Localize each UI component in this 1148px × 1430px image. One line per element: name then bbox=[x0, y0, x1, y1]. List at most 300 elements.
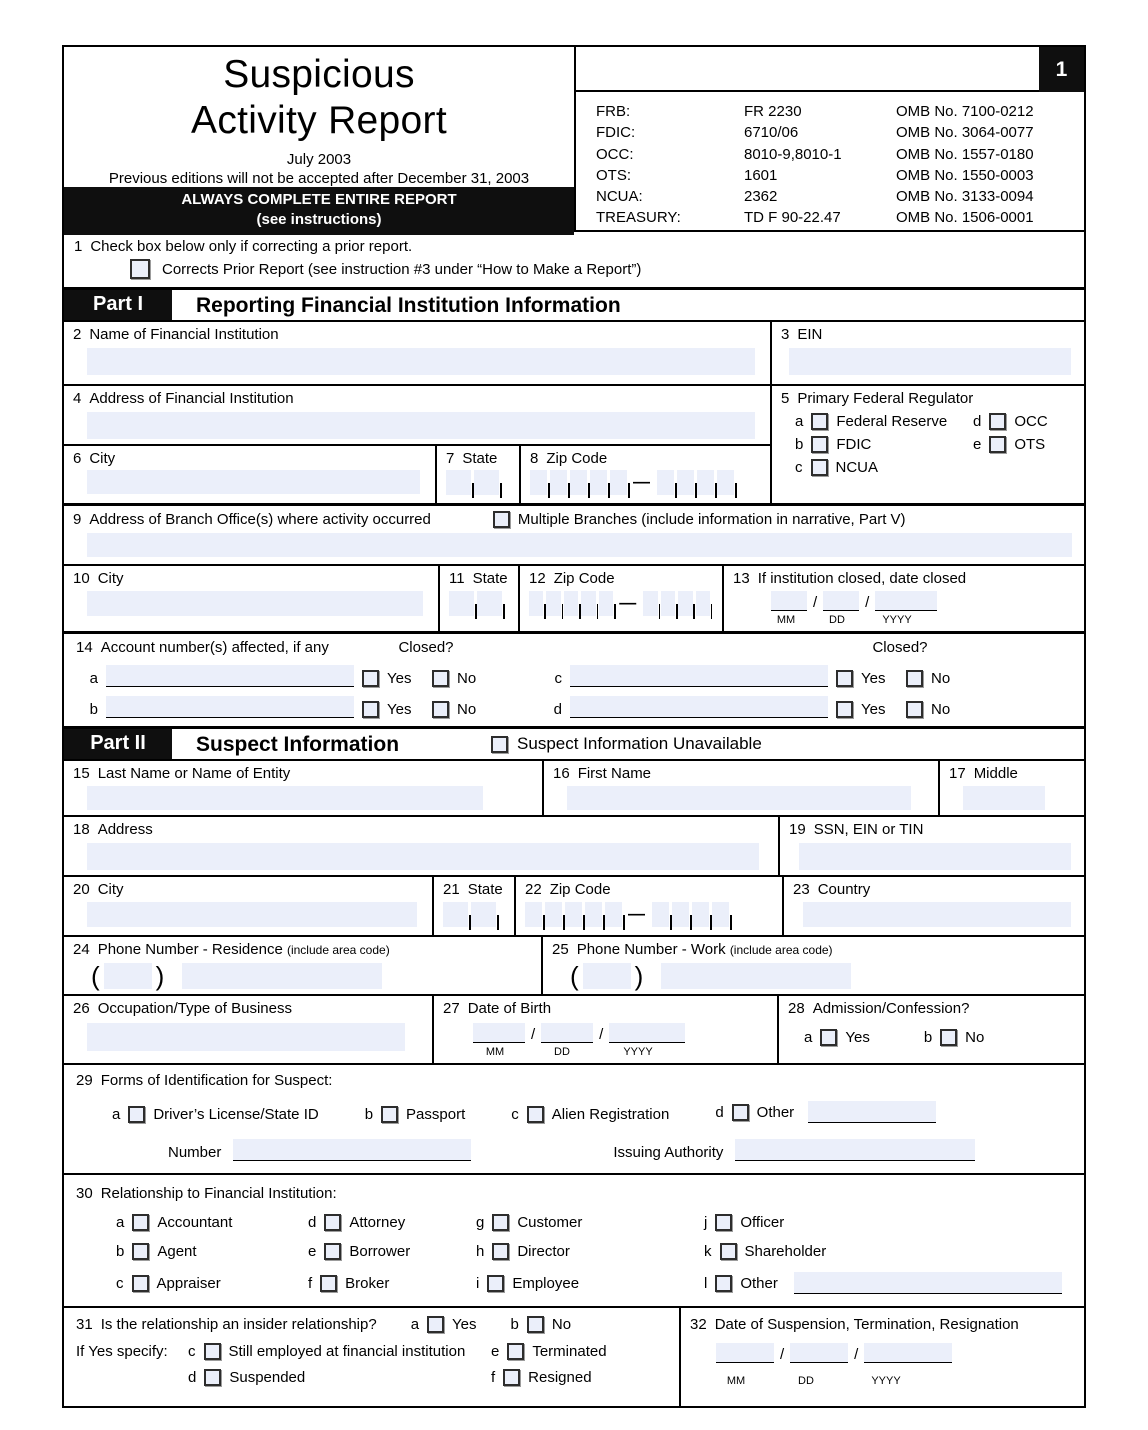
date-separator: / bbox=[599, 1026, 604, 1043]
zip-comb-cell[interactable] bbox=[590, 470, 607, 495]
insider-no-option bbox=[511, 1316, 572, 1333]
option-letter: a bbox=[410, 1316, 420, 1333]
relationship-employee-checkbox[interactable] bbox=[487, 1275, 504, 1292]
mm-label: MM bbox=[726, 1375, 746, 1387]
suspect-address-input[interactable] bbox=[87, 843, 759, 870]
account-b-closed-no-checkbox[interactable] bbox=[432, 701, 449, 718]
id-other-input[interactable] bbox=[808, 1101, 936, 1123]
regulator-ots-checkbox[interactable] bbox=[989, 436, 1006, 453]
insider-resigned-checkbox[interactable] bbox=[503, 1369, 520, 1386]
insider-suspended-checkbox[interactable] bbox=[204, 1369, 221, 1386]
field-2-name-of-institution bbox=[64, 322, 770, 384]
agency-omb-table bbox=[576, 92, 1084, 230]
option-letter: a bbox=[116, 1214, 125, 1231]
zip-comb-cell[interactable] bbox=[672, 902, 689, 927]
id-issuing-authority-label: Issuing Authority bbox=[613, 1144, 724, 1161]
option-letter: c bbox=[795, 459, 803, 476]
date-closed-field bbox=[771, 591, 1075, 611]
field-2-number: 2 bbox=[73, 326, 82, 343]
option-letter: i bbox=[476, 1274, 480, 1292]
relationship-shareholder-option bbox=[704, 1243, 1072, 1260]
option-label: Director bbox=[517, 1243, 570, 1260]
field-11-state bbox=[438, 566, 518, 631]
id-number-label: Number bbox=[168, 1144, 222, 1161]
regulator-fdic-checkbox[interactable] bbox=[811, 436, 828, 453]
field-17-number: 17 bbox=[949, 765, 966, 782]
suspect-country-input[interactable] bbox=[803, 902, 1071, 927]
id-drivers-license-option bbox=[112, 1106, 319, 1123]
regulator-option-ots bbox=[973, 436, 1075, 453]
insider-yes-option bbox=[411, 1316, 477, 1333]
occupation-input[interactable] bbox=[87, 1023, 405, 1051]
field-21-label: State bbox=[467, 881, 503, 898]
id-issuing-authority-input[interactable] bbox=[735, 1139, 975, 1161]
option-label: Customer bbox=[517, 1214, 583, 1231]
account-b-input[interactable] bbox=[106, 696, 354, 718]
field-20-label: City bbox=[97, 881, 124, 898]
field-5-label: Primary Federal Regulator bbox=[797, 390, 974, 407]
yes-label: Yes bbox=[387, 670, 412, 687]
suspect-address-row bbox=[64, 815, 1084, 875]
part-2-bar bbox=[64, 726, 1084, 761]
insider-still-employed-checkbox[interactable] bbox=[204, 1343, 221, 1360]
relationship-customer-checkbox[interactable] bbox=[492, 1214, 509, 1231]
suspension-date-units bbox=[716, 1375, 1075, 1387]
dob-mm-input[interactable] bbox=[473, 1023, 525, 1043]
branch-city-input[interactable] bbox=[87, 591, 423, 616]
zip-comb-cell[interactable] bbox=[546, 591, 560, 616]
option-label: No bbox=[965, 1029, 985, 1046]
relationship-appraiser-option bbox=[116, 1272, 308, 1294]
dob-units bbox=[473, 1046, 768, 1058]
account-d-letter: d bbox=[553, 701, 562, 718]
multiple-branches-checkbox[interactable] bbox=[493, 511, 510, 528]
branch-city-state-zip-row bbox=[64, 564, 1084, 631]
account-c-closed-yes-checkbox[interactable] bbox=[836, 670, 853, 687]
date-separator: / bbox=[813, 594, 818, 611]
suspension-date-dd-input[interactable] bbox=[790, 1343, 848, 1363]
phone-residence-area-input[interactable] bbox=[104, 963, 152, 989]
suspension-date-mm-input[interactable] bbox=[716, 1343, 774, 1363]
option-label: Attorney bbox=[349, 1214, 406, 1231]
account-a-input[interactable] bbox=[106, 665, 354, 687]
option-label: Passport bbox=[406, 1106, 466, 1123]
state-comb-cell[interactable] bbox=[449, 591, 474, 616]
field-9-branch-address bbox=[64, 503, 1084, 564]
no-label: No bbox=[457, 670, 477, 687]
phone-residence-field bbox=[91, 963, 532, 989]
date-closed-mm-input[interactable] bbox=[771, 591, 807, 611]
field-24-note: (include area code) bbox=[286, 943, 390, 957]
option-label: Officer bbox=[740, 1214, 785, 1231]
zip-comb-cell[interactable] bbox=[717, 470, 734, 495]
agency-form-number: 2362 bbox=[744, 188, 778, 206]
field-23-number: 23 bbox=[793, 881, 810, 898]
agency-form-number: 1601 bbox=[744, 166, 778, 184]
id-passport-option bbox=[365, 1106, 466, 1123]
agency-row bbox=[596, 186, 1084, 207]
zip-comb-cell[interactable] bbox=[545, 902, 562, 927]
field-10-city bbox=[64, 566, 438, 631]
agency-form-number: 6710/06 bbox=[744, 124, 799, 142]
zip-comb-cell[interactable] bbox=[610, 470, 627, 495]
form-title-line1: Suspicious bbox=[223, 53, 415, 96]
relationship-options bbox=[116, 1214, 1072, 1294]
institution-name-input[interactable] bbox=[87, 348, 755, 375]
insider-terminated-checkbox[interactable] bbox=[507, 1343, 524, 1360]
field-22-label: Zip Code bbox=[549, 881, 611, 898]
field-25-phone-work bbox=[541, 937, 1084, 994]
zip-comb-cell[interactable] bbox=[696, 591, 710, 616]
option-letter: b bbox=[364, 1106, 374, 1123]
suspect-name-row bbox=[64, 761, 1084, 815]
occupation-dob-row bbox=[64, 994, 1084, 1063]
id-other-checkbox[interactable] bbox=[732, 1104, 749, 1121]
id-alien-registration-checkbox[interactable] bbox=[527, 1106, 544, 1123]
zip-comb-cell[interactable] bbox=[697, 470, 714, 495]
insider-still-employed-option bbox=[188, 1343, 491, 1360]
state-comb-cell[interactable] bbox=[443, 902, 468, 927]
agency-name: OCC: bbox=[596, 145, 634, 163]
zip-comb-cell[interactable] bbox=[585, 902, 602, 927]
relationship-other-input[interactable] bbox=[794, 1272, 1062, 1294]
institution-left-column bbox=[64, 322, 770, 503]
zip-comb-cell[interactable] bbox=[581, 591, 595, 616]
agency-omb: OMB No. 1506-0001 bbox=[896, 209, 1034, 227]
field-27-number: 27 bbox=[443, 1000, 460, 1017]
insider-suspended-option bbox=[188, 1369, 491, 1386]
field-32-date-of-suspension bbox=[679, 1308, 1084, 1406]
relationship-borrower-checkbox[interactable] bbox=[324, 1243, 341, 1260]
field-18-number: 18 bbox=[73, 821, 90, 838]
relationship-accountant-checkbox[interactable] bbox=[132, 1214, 149, 1231]
relationship-accountant-option bbox=[116, 1214, 308, 1231]
option-letter: e bbox=[973, 436, 982, 453]
item-1-number: 1 bbox=[74, 238, 83, 255]
relationship-broker-checkbox[interactable] bbox=[320, 1275, 337, 1292]
zip-comb-cell[interactable] bbox=[657, 470, 674, 495]
institution-city-input[interactable] bbox=[87, 470, 420, 494]
institution-zip-input[interactable] bbox=[530, 470, 761, 498]
zip-comb-cell[interactable] bbox=[529, 591, 543, 616]
relationship-agent-checkbox[interactable] bbox=[132, 1243, 149, 1260]
account-c-closed-no bbox=[906, 670, 964, 687]
date-separator: / bbox=[780, 1346, 785, 1363]
field-25-note: (include area code) bbox=[729, 943, 833, 957]
option-label: Borrower bbox=[349, 1243, 411, 1260]
agency-name: TREASURY: bbox=[596, 209, 681, 227]
relationship-other-option bbox=[704, 1272, 1072, 1294]
field-18-label: Address bbox=[97, 821, 153, 838]
no-label: No bbox=[931, 670, 951, 687]
relationship-director-checkbox[interactable] bbox=[492, 1243, 509, 1260]
option-label: Terminated bbox=[532, 1343, 607, 1360]
id-other-option bbox=[715, 1101, 936, 1123]
field-3-number: 3 bbox=[781, 326, 790, 343]
field-3-ein bbox=[772, 322, 1084, 384]
agency-omb: OMB No. 3064-0077 bbox=[896, 124, 1034, 142]
zip-comb-cell[interactable] bbox=[550, 470, 567, 495]
field-28-number: 28 bbox=[788, 1000, 805, 1017]
phone-work-field bbox=[570, 963, 1075, 989]
field-5-number: 5 bbox=[781, 390, 790, 407]
zip-comb-cell[interactable] bbox=[599, 591, 613, 616]
account-d-input[interactable] bbox=[570, 696, 828, 718]
regulator-option-occ bbox=[973, 413, 1075, 430]
dob-yyyy-input[interactable] bbox=[609, 1023, 685, 1043]
account-d-closed-no bbox=[906, 701, 964, 718]
account-d-closed-yes bbox=[836, 701, 898, 718]
field-22-number: 22 bbox=[525, 881, 542, 898]
option-label: Other bbox=[740, 1274, 778, 1292]
field-29-number: 29 bbox=[76, 1072, 93, 1089]
zip-comb-cell[interactable] bbox=[677, 470, 694, 495]
admission-no-option bbox=[924, 1029, 985, 1046]
field-2-label: Name of Financial Institution bbox=[89, 326, 279, 343]
account-b-closed-yes-checkbox[interactable] bbox=[362, 701, 379, 718]
institution-state-input[interactable] bbox=[446, 470, 510, 498]
corrects-prior-report-checkbox[interactable] bbox=[130, 259, 150, 279]
zip-comb-cell[interactable] bbox=[678, 591, 692, 616]
relationship-attorney-checkbox[interactable] bbox=[324, 1214, 341, 1231]
option-label: Appraiser bbox=[156, 1274, 221, 1292]
field-12-label: Zip Code bbox=[553, 570, 615, 587]
relationship-officer-option bbox=[704, 1214, 1072, 1231]
field-32-label: Date of Suspension, Termination, Resignation bbox=[714, 1316, 1019, 1333]
id-number-input[interactable] bbox=[233, 1139, 471, 1161]
dob-dd-input[interactable] bbox=[541, 1023, 593, 1043]
field-16-number: 16 bbox=[553, 765, 570, 782]
option-label: Accountant bbox=[157, 1214, 233, 1231]
field-25-label: Phone Number - Work bbox=[576, 941, 726, 958]
option-label: Employee bbox=[512, 1274, 580, 1292]
branch-state-input[interactable] bbox=[449, 591, 509, 619]
relationship-appraiser-checkbox[interactable] bbox=[132, 1275, 149, 1292]
option-letter: d bbox=[188, 1369, 197, 1386]
suspect-zip-input[interactable] bbox=[525, 902, 773, 930]
suspect-first-name-input[interactable] bbox=[567, 786, 911, 810]
relationship-shareholder-checkbox[interactable] bbox=[720, 1243, 737, 1260]
multiple-branches-label: Multiple Branches (include information in narrative, Part V) bbox=[517, 511, 906, 528]
field-31-number: 31 bbox=[76, 1316, 93, 1333]
item-1-label bbox=[74, 238, 1074, 255]
option-label: Federal Reserve bbox=[836, 413, 948, 430]
zip-comb-cell[interactable] bbox=[525, 902, 542, 927]
agency-row bbox=[596, 122, 1084, 143]
no-label: No bbox=[931, 701, 951, 718]
header-top-strip bbox=[576, 47, 1084, 92]
date-separator: / bbox=[854, 1346, 859, 1363]
part-2-title: Suspect Information bbox=[196, 733, 400, 756]
state-comb-cell[interactable] bbox=[474, 470, 499, 495]
part-1-title: Reporting Financial Institution Information bbox=[196, 294, 621, 317]
field-21-state bbox=[432, 877, 514, 935]
option-letter: a bbox=[795, 413, 804, 430]
sar-form bbox=[62, 45, 1086, 1408]
branch-zip-input[interactable] bbox=[529, 591, 713, 619]
account-a-closed-no bbox=[432, 670, 490, 687]
no-label: No bbox=[457, 701, 477, 718]
account-d-closed-yes-checkbox[interactable] bbox=[836, 701, 853, 718]
field-10-number: 10 bbox=[73, 570, 90, 587]
field-4-number: 4 bbox=[73, 390, 82, 407]
part-2-tab: Part II bbox=[64, 729, 172, 759]
suspect-info-unavailable-checkbox[interactable] bbox=[491, 736, 508, 753]
relationship-officer-checkbox[interactable] bbox=[715, 1214, 732, 1231]
field-27-label: Date of Birth bbox=[467, 1000, 552, 1017]
zip-comb-cell[interactable] bbox=[565, 902, 582, 927]
relationship-attorney-option bbox=[308, 1214, 476, 1231]
ein-input[interactable] bbox=[789, 348, 1071, 375]
admission-yes-checkbox[interactable] bbox=[820, 1029, 837, 1046]
field-12-zip bbox=[518, 566, 722, 631]
zip-comb-cell[interactable] bbox=[530, 470, 547, 495]
admission-no-checkbox[interactable] bbox=[940, 1029, 957, 1046]
regulator-federal-reserve-checkbox[interactable] bbox=[811, 413, 828, 430]
state-comb-cell[interactable] bbox=[471, 902, 496, 927]
relationship-customer-option bbox=[476, 1214, 704, 1231]
option-letter: d bbox=[715, 1103, 724, 1121]
zip-comb-cell[interactable] bbox=[564, 591, 578, 616]
account-a-closed-no-checkbox[interactable] bbox=[432, 670, 449, 687]
id-drivers-license-checkbox[interactable] bbox=[128, 1106, 145, 1123]
dd-label: DD bbox=[554, 1046, 570, 1058]
regulator-ncua-checkbox[interactable] bbox=[811, 459, 828, 476]
zip-comb-cell[interactable] bbox=[652, 902, 669, 927]
insider-yes-checkbox[interactable] bbox=[427, 1316, 444, 1333]
field-9-label: Address of Branch Office(s) where activity occurred bbox=[89, 511, 431, 528]
field-15-number: 15 bbox=[73, 765, 90, 782]
date-closed-yyyy-input[interactable] bbox=[875, 591, 937, 611]
zip-comb-cell[interactable] bbox=[712, 902, 729, 927]
paren-close: ) bbox=[155, 961, 165, 991]
relationship-other-checkbox[interactable] bbox=[715, 1275, 732, 1292]
option-label: OTS bbox=[1014, 436, 1046, 453]
option-letter: d bbox=[973, 413, 982, 430]
account-c-closed-no-checkbox[interactable] bbox=[906, 670, 923, 687]
admission-yes-option bbox=[804, 1029, 870, 1046]
suspect-info-unavailable-label: Suspect Information Unavailable bbox=[517, 734, 762, 753]
dd-label: DD bbox=[829, 614, 845, 626]
field-13-number: 13 bbox=[733, 570, 750, 587]
closed-header-right: Closed? bbox=[872, 639, 928, 656]
dob-field bbox=[473, 1023, 768, 1043]
option-label: No bbox=[551, 1316, 572, 1333]
option-letter: g bbox=[476, 1214, 485, 1231]
field-16-first-name bbox=[542, 761, 938, 815]
field-28-admission-confession bbox=[777, 996, 1084, 1063]
institution-block bbox=[64, 322, 1084, 503]
agency-name: NCUA: bbox=[596, 188, 643, 206]
suspect-ssn-input[interactable] bbox=[799, 843, 1071, 870]
suspension-date-yyyy-input[interactable] bbox=[864, 1343, 952, 1363]
option-label: Suspended bbox=[229, 1369, 306, 1386]
option-letter: b bbox=[923, 1029, 933, 1046]
branch-address-input[interactable] bbox=[87, 533, 1072, 557]
field-5-primary-federal-regulator bbox=[772, 384, 1084, 503]
field-4-label: Address of Financial Institution bbox=[89, 390, 294, 407]
suspect-info-unavailable-option bbox=[491, 729, 762, 759]
suspect-state-input[interactable] bbox=[443, 902, 505, 930]
insider-row bbox=[64, 1306, 1084, 1406]
zip-comb-cell[interactable] bbox=[570, 470, 587, 495]
field-22-zip bbox=[514, 877, 782, 935]
field-28-label: Admission/Confession? bbox=[812, 1000, 970, 1017]
form-header bbox=[64, 47, 1084, 230]
field-25-number: 25 bbox=[552, 941, 569, 958]
phone-residence-number-input[interactable] bbox=[182, 963, 382, 989]
field-20-city bbox=[64, 877, 432, 935]
regulator-occ-checkbox[interactable] bbox=[989, 413, 1006, 430]
edition-date: July 2003 bbox=[286, 151, 352, 169]
id-alien-registration-option bbox=[511, 1106, 669, 1123]
state-comb-cell[interactable] bbox=[477, 591, 502, 616]
option-letter: b bbox=[795, 436, 804, 453]
option-label: Broker bbox=[345, 1274, 390, 1292]
option-letter: c bbox=[116, 1274, 124, 1292]
dd-label: DD bbox=[798, 1375, 814, 1387]
state-comb-cell[interactable] bbox=[446, 470, 471, 495]
option-letter: f bbox=[491, 1369, 496, 1386]
paren-open: ( bbox=[91, 961, 100, 991]
phone-work-area-input[interactable] bbox=[583, 963, 631, 989]
edition-note: Previous editions will not be accepted after December 31, 2003 bbox=[108, 170, 530, 188]
account-c-input[interactable] bbox=[570, 665, 828, 687]
suspect-last-name-input[interactable] bbox=[87, 786, 483, 810]
zip-comb-cell[interactable] bbox=[692, 902, 709, 927]
identification-detail-line bbox=[168, 1139, 1072, 1161]
option-letter: l bbox=[704, 1274, 708, 1292]
field-18-address bbox=[64, 817, 778, 875]
zip-comb-cell[interactable] bbox=[643, 591, 657, 616]
zip-comb-cell[interactable] bbox=[605, 902, 622, 927]
suspect-city-state-zip-row bbox=[64, 875, 1084, 935]
field-19-label: SSN, EIN or TIN bbox=[813, 821, 924, 838]
date-closed-dd-input[interactable] bbox=[823, 591, 859, 611]
option-label: Other bbox=[756, 1103, 795, 1121]
suspect-city-input[interactable] bbox=[87, 902, 417, 927]
insider-no-checkbox[interactable] bbox=[527, 1316, 544, 1333]
field-8-number: 8 bbox=[530, 450, 539, 467]
suspect-middle-input[interactable] bbox=[963, 786, 1045, 810]
field-23-label: Country bbox=[817, 881, 871, 898]
page-number-badge: 1 bbox=[1039, 47, 1084, 92]
account-b-letter: b bbox=[89, 701, 98, 718]
institution-address-input[interactable] bbox=[87, 412, 755, 439]
id-passport-checkbox[interactable] bbox=[381, 1106, 398, 1123]
closed-header-left: Closed? bbox=[398, 639, 454, 656]
option-label: OCC bbox=[1014, 413, 1048, 430]
account-d-closed-no-checkbox[interactable] bbox=[906, 701, 923, 718]
agency-block bbox=[576, 47, 1084, 230]
phone-work-number-input[interactable] bbox=[661, 963, 851, 989]
field-32-number: 32 bbox=[690, 1316, 707, 1333]
account-a-closed-yes-checkbox[interactable] bbox=[362, 670, 379, 687]
agency-omb: OMB No. 7100-0212 bbox=[896, 103, 1034, 120]
option-label: Yes bbox=[845, 1029, 870, 1046]
option-label: Still employed at financial institution bbox=[228, 1343, 466, 1360]
option-label: Shareholder bbox=[744, 1243, 827, 1260]
zip-comb-cell[interactable] bbox=[661, 591, 675, 616]
agency-name: OTS: bbox=[596, 166, 632, 184]
field-10-label: City bbox=[97, 570, 124, 587]
option-letter: h bbox=[476, 1243, 485, 1260]
field-17-middle bbox=[938, 761, 1084, 815]
field-20-number: 20 bbox=[73, 881, 90, 898]
field-11-number: 11 bbox=[449, 570, 465, 587]
yyyy-label: YYYY bbox=[871, 1375, 901, 1387]
agency-name: FRB: bbox=[596, 103, 631, 120]
